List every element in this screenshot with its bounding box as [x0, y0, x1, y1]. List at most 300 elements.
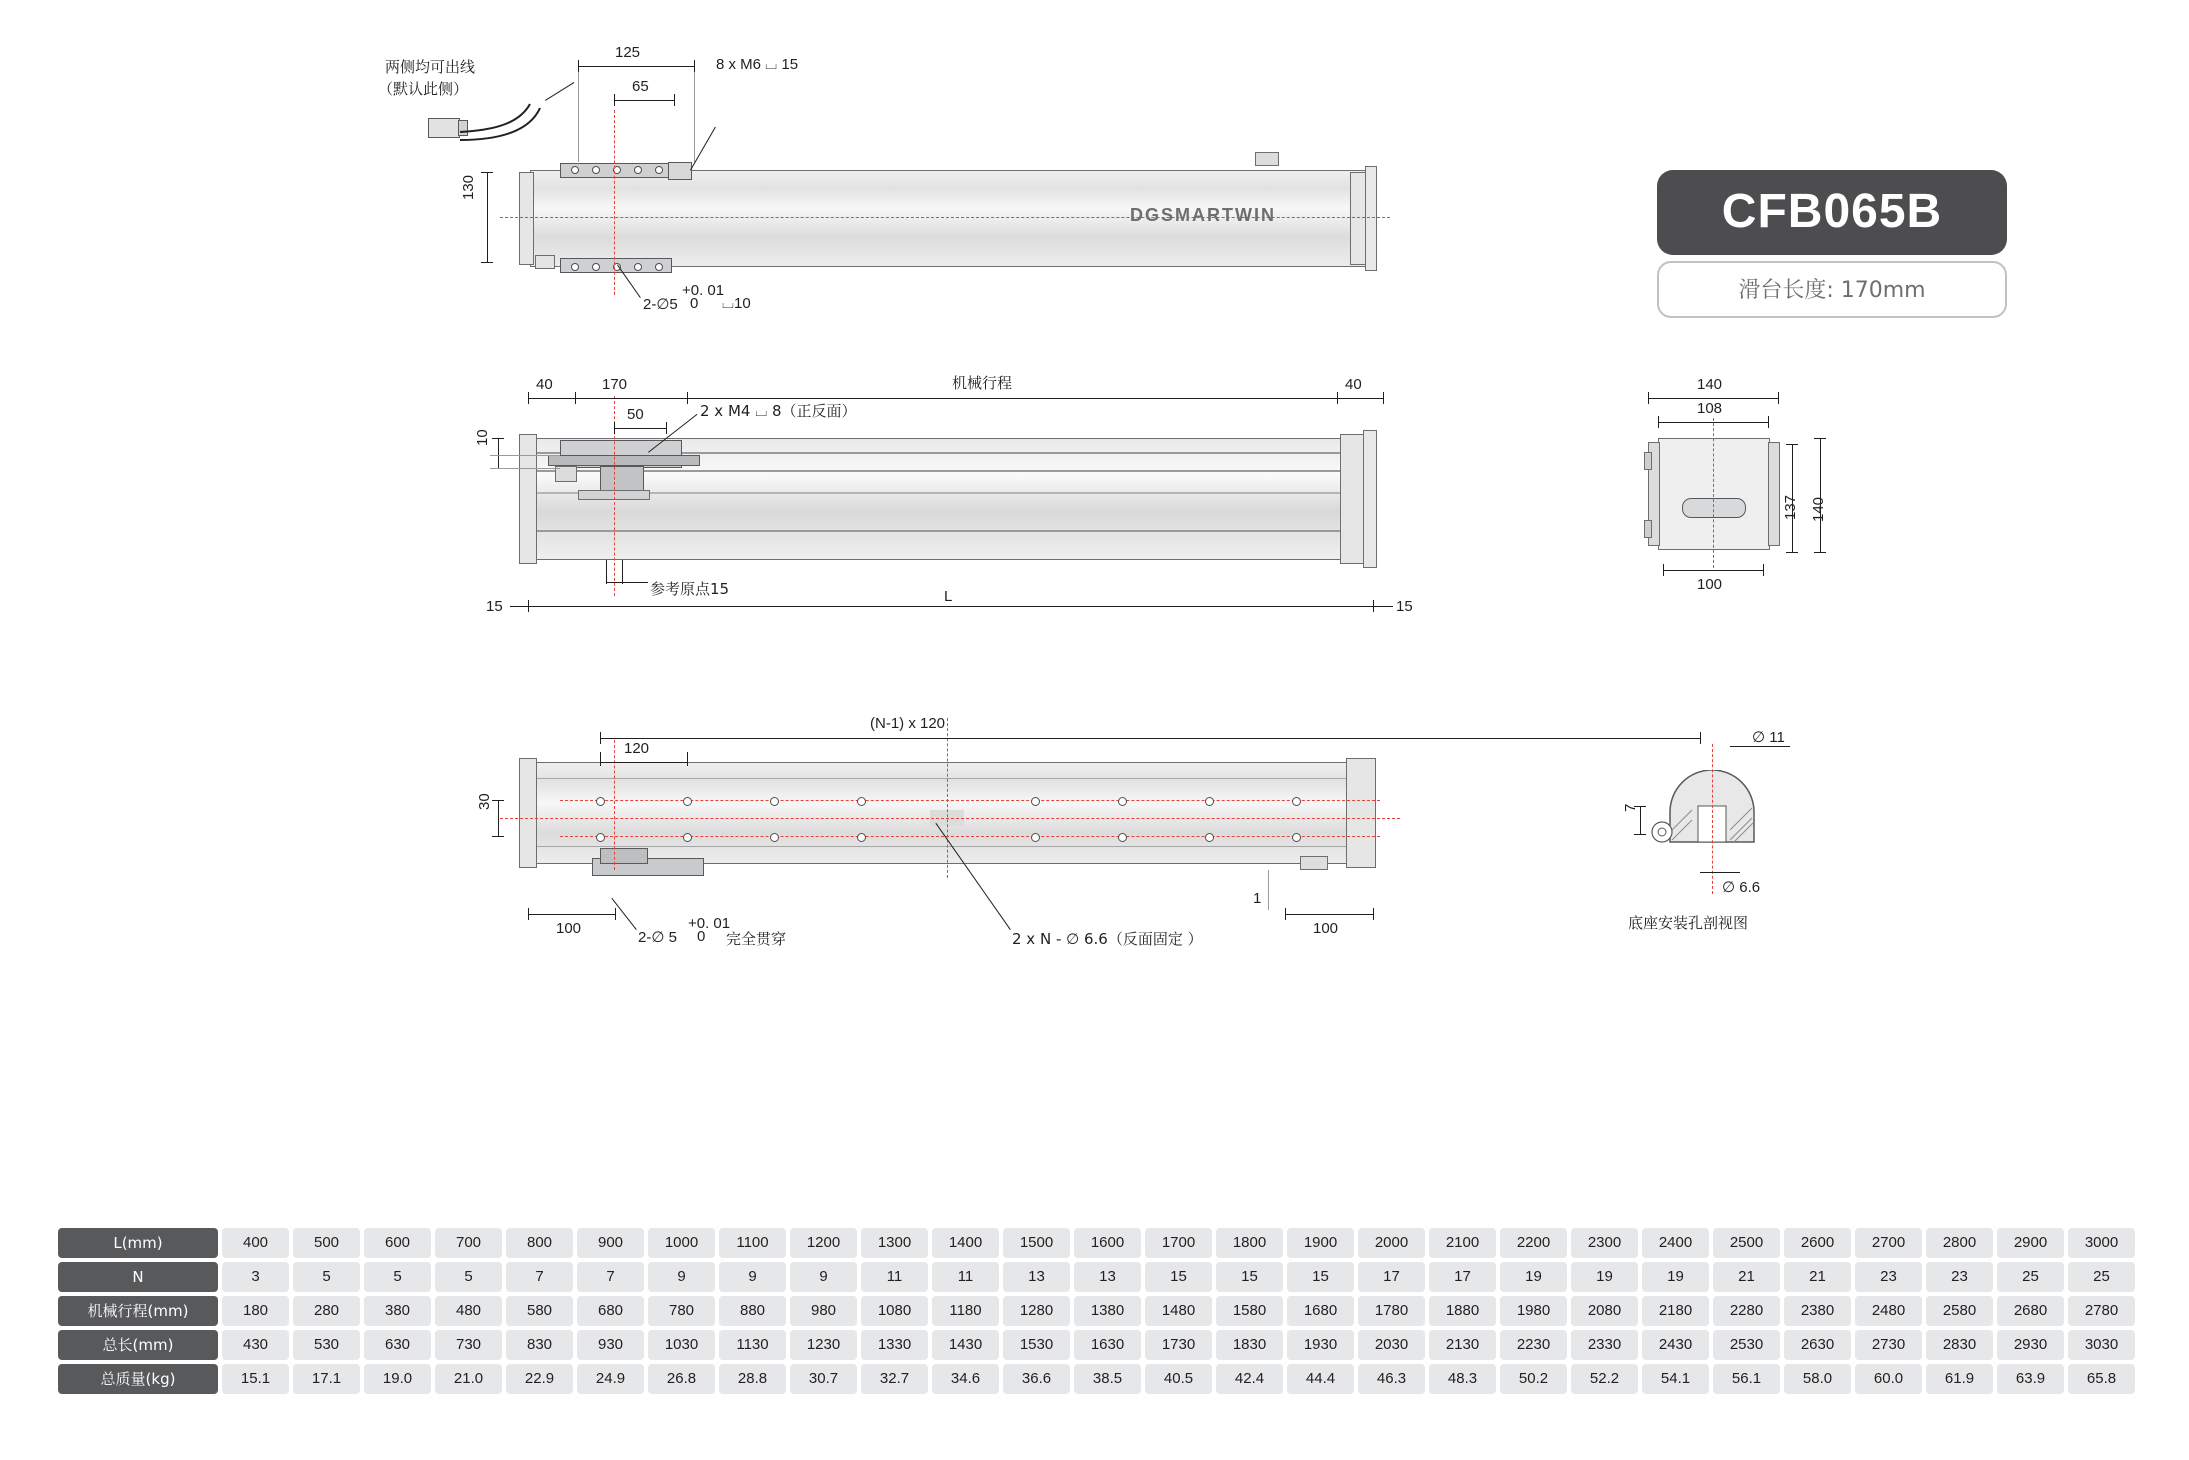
dim-170-label: 170 [602, 376, 628, 393]
bottom-centerline-h [500, 818, 1400, 819]
cell: 2000 [1358, 1228, 1425, 1258]
cell: 480 [435, 1296, 502, 1326]
dim-15-left-line [510, 606, 530, 607]
dim-line-40-left [528, 398, 575, 399]
cable-leader [545, 82, 574, 101]
cell: 2530 [1713, 1330, 1780, 1360]
dim-line-50 [614, 428, 666, 429]
row-label: 总长(mm) [58, 1330, 218, 1360]
cell: 1700 [1145, 1228, 1212, 1258]
dim-50-label: 50 [627, 406, 644, 423]
bottom-mount-hole [1031, 833, 1040, 842]
model-badge [1657, 170, 2007, 318]
cell: 2200 [1500, 1228, 1567, 1258]
cell: 58.0 [1784, 1364, 1851, 1394]
cell: 34.6 [932, 1364, 999, 1394]
dim-130-label: 130 [460, 174, 477, 200]
cell: 61.9 [1926, 1364, 1993, 1394]
cell: 580 [506, 1296, 573, 1326]
dim-tick [528, 908, 529, 920]
bottom-pin-tol-up: +0. 01 [688, 915, 731, 932]
dim-line-10 [498, 438, 499, 468]
bottom-centerline-v [947, 718, 948, 878]
dim-line-140-top [1648, 398, 1778, 399]
dim-tick [1763, 564, 1764, 576]
cell: 1080 [861, 1296, 928, 1326]
front-carriage-block [600, 466, 644, 492]
dim-tick [614, 422, 615, 434]
cell: 1530 [1003, 1330, 1070, 1360]
cell: 380 [364, 1296, 431, 1326]
top-bolt-hole [634, 263, 642, 271]
cell: 11 [932, 1262, 999, 1292]
origin-ext [606, 560, 607, 584]
bottom-mount-hole [1118, 833, 1127, 842]
table-row [58, 1296, 2139, 1326]
cell: 2180 [1642, 1296, 1709, 1326]
dim-100-left-label: 100 [556, 920, 582, 937]
cell: 26.8 [648, 1364, 715, 1394]
dim-line-n1x120 [600, 738, 1700, 739]
cell: 21 [1784, 1262, 1851, 1292]
dim-line-100-left [528, 914, 615, 915]
cell: 32.7 [861, 1364, 928, 1394]
cell: 2500 [1713, 1228, 1780, 1258]
dim-tick [492, 438, 504, 439]
top-sensor-block [1255, 152, 1279, 166]
cell: 1630 [1074, 1330, 1141, 1360]
dim-tick [1658, 416, 1659, 428]
brand-logo: DGSMARTWIN [1130, 205, 1276, 225]
cell: 3 [222, 1262, 289, 1292]
dim-L-label: L [944, 588, 953, 605]
ext-line [578, 72, 579, 162]
cell: 15 [1216, 1262, 1283, 1292]
callout-m6-label: 8 x M6 ⌴ 15 [716, 56, 799, 73]
bottom-mount-hole [857, 833, 866, 842]
cell: 1130 [719, 1330, 786, 1360]
callout-m4-label: 2 x M4 ⌴ 8（正反面） [700, 402, 857, 420]
bottom-pin-centerline [614, 740, 615, 870]
cell: 1800 [1216, 1228, 1283, 1258]
cell: 1030 [648, 1330, 715, 1360]
cell: 2100 [1429, 1228, 1496, 1258]
dim-65-label: 65 [632, 78, 649, 95]
dim-15-right-label: 15 [1396, 598, 1413, 615]
dim-100-right-label: 100 [1313, 920, 1339, 937]
cell: 1980 [1500, 1296, 1567, 1326]
dim-tick [1778, 392, 1779, 404]
table-row [58, 1228, 2139, 1258]
dim-100-label: 100 [1697, 576, 1723, 593]
cell: 1500 [1003, 1228, 1070, 1258]
dim-tick [1814, 552, 1826, 553]
cell: 1400 [932, 1228, 999, 1258]
side-slot [1682, 498, 1746, 518]
dim-tick [694, 60, 695, 72]
bottom-mount-hole [1205, 797, 1214, 806]
dim-108-label: 108 [1697, 400, 1723, 417]
cell: 830 [506, 1330, 573, 1360]
cell: 1100 [719, 1228, 786, 1258]
cell: 2480 [1855, 1296, 1922, 1326]
dim-line-130 [487, 172, 488, 262]
row-label: L(mm) [58, 1228, 218, 1258]
bottom-mount-hole [1031, 797, 1040, 806]
dim-line-65 [614, 100, 674, 101]
ext-line [490, 455, 560, 456]
cell: 3000 [2068, 1228, 2135, 1258]
cell: 1230 [790, 1330, 857, 1360]
cell: 15.1 [222, 1364, 289, 1394]
cell: 15 [1287, 1262, 1354, 1292]
bottom-mount-hole [1292, 833, 1301, 842]
top-centerline-v [614, 110, 615, 295]
cell: 2580 [1926, 1296, 1993, 1326]
model-badge-subtitle: 滑台长度: 170mm [1657, 261, 2007, 318]
dim-1-label: 1 [1253, 890, 1262, 907]
cell: 24.9 [577, 1364, 644, 1394]
cell: 1200 [790, 1228, 857, 1258]
dim-tick [666, 422, 667, 434]
top-bolt-hole [634, 166, 642, 174]
dim-tick [1814, 438, 1826, 439]
pin-tol-up: +0. 01 [682, 282, 725, 299]
bottom-mount-hole [770, 833, 779, 842]
dim-40-left-label: 40 [536, 376, 553, 393]
dim-line-40-right [1337, 398, 1383, 399]
cell: 2830 [1926, 1330, 1993, 1360]
cell: 46.3 [1358, 1364, 1425, 1394]
cell: 54.1 [1642, 1364, 1709, 1394]
dim-30-label: 30 [476, 793, 493, 810]
dim-140-top-label: 140 [1697, 376, 1723, 393]
cell: 630 [364, 1330, 431, 1360]
top-bolt-hole [592, 166, 600, 174]
bottom-mount-hole [683, 797, 692, 806]
cell: 1680 [1287, 1296, 1354, 1326]
dim-137-label: 137 [1782, 494, 1799, 520]
bottom-pin-tol-dn: 0 [697, 928, 706, 945]
cell: 28.8 [719, 1364, 786, 1394]
cell: 17.1 [293, 1364, 360, 1394]
top-cable-note-1: 两侧均可出线 [385, 58, 476, 76]
cell: 15 [1145, 1262, 1212, 1292]
bottom-right-cap [1346, 758, 1376, 868]
dim-line-30 [498, 800, 499, 836]
dim-line-d66 [1700, 872, 1740, 873]
dim-tick [578, 60, 579, 72]
dim-15-left-label: 15 [486, 598, 503, 615]
dim-tick [492, 836, 504, 837]
dim-tick [687, 752, 688, 766]
dim-tick [1634, 834, 1646, 835]
cell: 9 [790, 1262, 857, 1292]
cell: 19 [1500, 1262, 1567, 1292]
front-carriage-base [548, 455, 700, 466]
dim-40-right-label: 40 [1345, 376, 1362, 393]
dim-tick [1648, 392, 1649, 404]
top-carriage-tab [668, 162, 692, 180]
bottom-mount-hole [770, 797, 779, 806]
dim-d66-label: ∅ 6.6 [1722, 879, 1761, 896]
dim-line-7 [1640, 806, 1641, 834]
cell: 2130 [1429, 1330, 1496, 1360]
cell: 1730 [1145, 1330, 1212, 1360]
dim-stroke-label: 机械行程 [952, 374, 1013, 392]
cell: 7 [577, 1262, 644, 1292]
top-bolt-hole [592, 263, 600, 271]
cell: 530 [293, 1330, 360, 1360]
dim-d11-label: ∅ 11 [1752, 729, 1785, 746]
dim-tick [1285, 908, 1286, 920]
dim-tick [492, 800, 504, 801]
top-cable-note-2: （默认此侧） [378, 80, 469, 98]
cable-connector [428, 118, 460, 138]
cell: 1900 [1287, 1228, 1354, 1258]
dim-120-label: 120 [624, 740, 650, 757]
cell: 17 [1429, 1262, 1496, 1292]
cell: 1480 [1145, 1296, 1212, 1326]
cell: 56.1 [1713, 1364, 1780, 1394]
side-right-rail [1768, 442, 1780, 546]
dim-line-140-right [1820, 438, 1821, 552]
table-row [58, 1330, 2139, 1360]
cell: 500 [293, 1228, 360, 1258]
bottom-pin-note: 完全贯穿 [726, 930, 787, 948]
cell: 2780 [2068, 1296, 2135, 1326]
cell: 2730 [1855, 1330, 1922, 1360]
cell: 5 [435, 1262, 502, 1292]
section-caption: 底座安装孔剖视图 [1628, 914, 1749, 932]
cell: 2230 [1500, 1330, 1567, 1360]
front-left-cap [519, 434, 537, 564]
pin-tol-dn: 0 [690, 295, 699, 312]
cell: 52.2 [1571, 1364, 1638, 1394]
cell: 19 [1571, 1262, 1638, 1292]
cell: 1330 [861, 1330, 928, 1360]
cell: 5 [293, 1262, 360, 1292]
bottom-left-cap [519, 758, 537, 868]
cell: 780 [648, 1296, 715, 1326]
dim-tick [614, 94, 615, 106]
top-bolt-hole [655, 166, 663, 174]
cell: 2280 [1713, 1296, 1780, 1326]
bottom-mount-hole [1205, 833, 1214, 842]
top-left-tab [535, 255, 555, 269]
bottom-carriage-block [600, 848, 648, 864]
cell: 2700 [1855, 1228, 1922, 1258]
cable-curve [458, 100, 568, 180]
cell: 1380 [1074, 1296, 1141, 1326]
cell: 280 [293, 1296, 360, 1326]
cell: 13 [1003, 1262, 1070, 1292]
cell: 60.0 [1855, 1364, 1922, 1394]
dim-line-stroke [687, 398, 1337, 399]
cell: 1300 [861, 1228, 928, 1258]
dim-line-L [528, 606, 1373, 607]
dim-15-right-line [1373, 606, 1393, 607]
model-badge-title: CFB065B [1657, 170, 2007, 255]
cell: 21 [1713, 1262, 1780, 1292]
dim-tick [1786, 444, 1798, 445]
row-label: 机械行程(mm) [58, 1296, 218, 1326]
bottom-tab [1300, 856, 1328, 870]
dim-tick [1700, 732, 1701, 744]
dim-n1x120-label: (N-1) x 120 [870, 715, 946, 732]
cell: 42.4 [1216, 1364, 1283, 1394]
cell: 25 [1997, 1262, 2064, 1292]
cell: 1280 [1003, 1296, 1070, 1326]
cell: 400 [222, 1228, 289, 1258]
cell: 11 [861, 1262, 928, 1292]
side-left-tab [1644, 452, 1652, 470]
cell: 2800 [1926, 1228, 1993, 1258]
cell: 2080 [1571, 1296, 1638, 1326]
cell: 2400 [1642, 1228, 1709, 1258]
cell: 22.9 [506, 1364, 573, 1394]
cell: 2300 [1571, 1228, 1638, 1258]
front-body-line [528, 530, 1373, 532]
row-label: 总质量(kg) [58, 1364, 218, 1394]
table-row [58, 1262, 2139, 1292]
cell: 9 [648, 1262, 715, 1292]
cell: 23 [1926, 1262, 1993, 1292]
top-bolt-hole [571, 166, 579, 174]
cell: 23 [1855, 1262, 1922, 1292]
bottom-mount-hole [683, 833, 692, 842]
top-right-endplate [1365, 166, 1377, 271]
cell: 30.7 [790, 1364, 857, 1394]
cell: 600 [364, 1228, 431, 1258]
dim-tick [481, 262, 493, 263]
dim-tick [600, 752, 601, 766]
cell: 1580 [1216, 1296, 1283, 1326]
bottom-pin-label: 2-∅ 5 [638, 929, 677, 946]
dim-tick [615, 908, 616, 920]
bottom-mount-hole [596, 833, 605, 842]
table-row [58, 1364, 2139, 1394]
top-left-cap [519, 172, 534, 265]
dim-line-120 [600, 762, 687, 763]
cell: 1000 [648, 1228, 715, 1258]
top-bolt-hole [655, 263, 663, 271]
cell: 2380 [1784, 1296, 1851, 1326]
dim-line-100-right [1285, 914, 1373, 915]
section-shape [1640, 770, 1790, 880]
ext-line [694, 72, 695, 162]
cell: 1600 [1074, 1228, 1141, 1258]
cell: 44.4 [1287, 1364, 1354, 1394]
cell: 17 [1358, 1262, 1425, 1292]
front-right-endplate [1363, 430, 1377, 568]
cell: 2680 [1997, 1296, 2064, 1326]
cell: 1780 [1358, 1296, 1425, 1326]
cell: 1180 [932, 1296, 999, 1326]
dim-tick [1786, 552, 1798, 553]
dim-tick [600, 732, 601, 744]
dim-tick [1663, 564, 1664, 576]
cell: 36.6 [1003, 1364, 1070, 1394]
cell: 930 [577, 1330, 644, 1360]
dim-line-d11 [1730, 746, 1790, 747]
cell: 1930 [1287, 1330, 1354, 1360]
cell: 700 [435, 1228, 502, 1258]
dim-tick [1768, 416, 1769, 428]
cell: 900 [577, 1228, 644, 1258]
dim-tick [528, 392, 529, 404]
origin-ext [622, 560, 623, 584]
dim-125-label: 125 [615, 44, 641, 61]
cell: 980 [790, 1296, 857, 1326]
cell: 180 [222, 1296, 289, 1326]
cell: 2330 [1571, 1330, 1638, 1360]
origin-note-label: 参考原点15 [650, 580, 730, 598]
cell: 19 [1642, 1262, 1709, 1292]
ext-line [490, 468, 560, 469]
cell: 1830 [1216, 1330, 1283, 1360]
cell: 880 [719, 1296, 786, 1326]
cell: 800 [506, 1228, 573, 1258]
cell: 25 [2068, 1262, 2135, 1292]
bottom-mount-hole [1292, 797, 1301, 806]
dim-line-108 [1658, 422, 1768, 423]
cell: 1880 [1429, 1296, 1496, 1326]
cell: 2630 [1784, 1330, 1851, 1360]
front-body-line [528, 470, 1373, 472]
bottom-body-line [528, 778, 1373, 779]
dim-140-right-label: 140 [1810, 496, 1827, 522]
cell: 2600 [1784, 1228, 1851, 1258]
dim-7-label: 7 [1622, 803, 1639, 812]
spec-table [58, 1228, 2139, 1398]
dim-tick [481, 172, 493, 173]
cell: 730 [435, 1330, 502, 1360]
pin-label: 2-∅5 [643, 296, 678, 313]
cell: 13 [1074, 1262, 1141, 1292]
cell: 2930 [1997, 1330, 2064, 1360]
cell: 2900 [1997, 1228, 2064, 1258]
pin-depth: ⌴10 [722, 295, 751, 312]
cell: 9 [719, 1262, 786, 1292]
dim-line-170 [575, 398, 687, 399]
dim-10-label: 10 [474, 429, 491, 446]
front-body-line [528, 492, 1373, 494]
cell: 38.5 [1074, 1364, 1141, 1394]
cell: 680 [577, 1296, 644, 1326]
cell: 48.3 [1429, 1364, 1496, 1394]
cell: 65.8 [2068, 1364, 2135, 1394]
dim-tick [674, 94, 675, 106]
cell: 2030 [1358, 1330, 1425, 1360]
cell: 3030 [2068, 1330, 2135, 1360]
cell: 63.9 [1997, 1364, 2064, 1394]
cell: 1430 [932, 1330, 999, 1360]
top-bolt-hole [571, 263, 579, 271]
side-centerline-v [1713, 418, 1714, 568]
dim-tick [1383, 392, 1384, 404]
cell: 40.5 [1145, 1364, 1212, 1394]
cell: 50.2 [1500, 1364, 1567, 1394]
bottom-mount-hole [596, 797, 605, 806]
cell: 430 [222, 1330, 289, 1360]
cell: 19.0 [364, 1364, 431, 1394]
bottom-mount-hole [857, 797, 866, 806]
dim-line-125 [578, 66, 694, 67]
cell: 2430 [1642, 1330, 1709, 1360]
origin-leader [606, 582, 648, 583]
dim-1-ext [1268, 870, 1269, 910]
